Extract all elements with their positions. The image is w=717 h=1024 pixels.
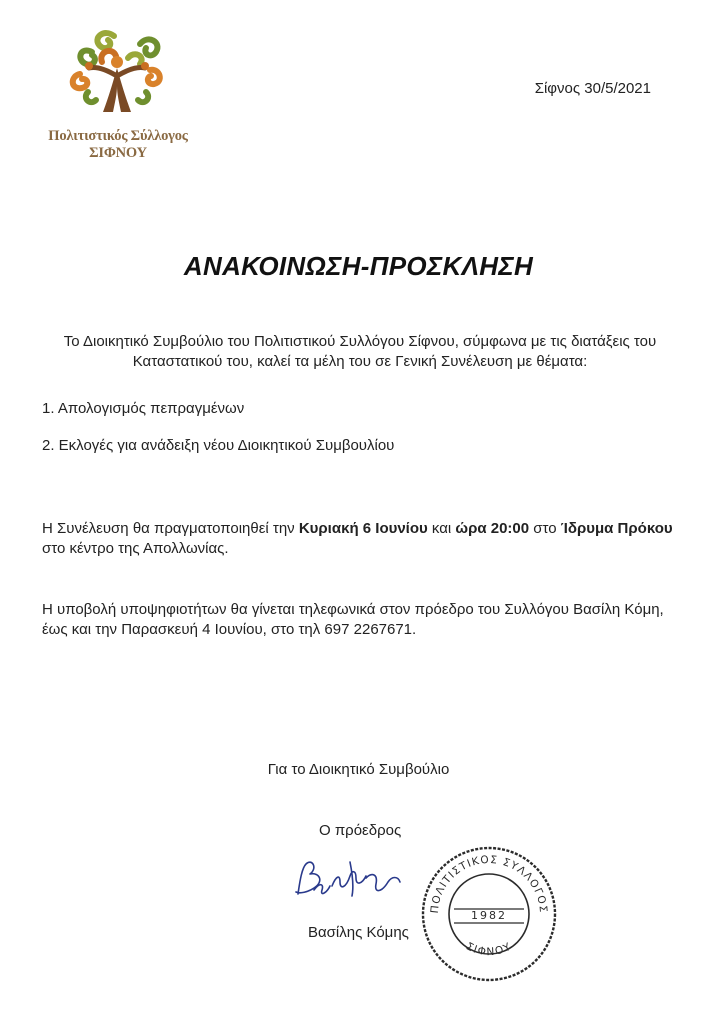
meeting-text: Η Συνέλευση θα πραγματοποιηθεί την bbox=[42, 520, 299, 537]
meeting-time: ώρα 20:00 bbox=[455, 520, 530, 537]
agenda-item: 2. Εκλογές για ανάδειξη νέου Διοικητικού Συμβουλίου bbox=[42, 437, 395, 454]
president-name: Βασίλης Κόμης bbox=[308, 924, 409, 941]
meeting-venue: Ίδρυμα Πρόκου bbox=[560, 520, 673, 537]
meeting-paragraph bbox=[42, 519, 682, 559]
logo-text bbox=[28, 128, 208, 162]
stamp-top-text: ΠΟΛΙΤΙΣΤΙΚΟΣ ΣΥΛΛΟΓΟΣ bbox=[428, 853, 550, 914]
document-date: Σίφνος 30/5/2021 bbox=[534, 80, 651, 97]
logo-line-1: Πολιτιστικός Σύλλογος bbox=[48, 128, 188, 144]
stamp-year: 1982 bbox=[471, 909, 507, 922]
handwritten-signature bbox=[290, 850, 430, 910]
tree-logo-icon bbox=[62, 22, 172, 126]
candidacy-paragraph: Η υποβολή υποψηφιοτήτων θα γίνεται τηλεφωνικά στον πρόεδρο του Συλλόγου Βασίλη Κόμη, έως και την Παρασκευή 4 Ιουνίου, στο τηλ 697 2267671. bbox=[42, 601, 664, 638]
board-signoff: Για το Διοικητικό Συμβούλιο bbox=[267, 761, 450, 778]
svg-text:ΣΙΦΝΟΥ bbox=[464, 940, 514, 958]
association-stamp bbox=[418, 843, 560, 985]
intro-paragraph: Το Διοικητικό Συμβούλιο του Πολιτιστικού Συλλόγου Σίφνου, σύμφωνα με τις διατάξεις του Καταστατικού του, καλεί τα μέλη του σε Γενική Συνέλευση με θέματα: bbox=[63, 333, 657, 370]
association-logo bbox=[28, 22, 228, 172]
meeting-text: και bbox=[427, 520, 456, 537]
president-role: Ο πρόεδρος bbox=[319, 822, 402, 839]
meeting-text: στο κέντρο της Απολλωνίας. bbox=[42, 540, 229, 557]
agenda-item: 1. Απολογισμός πεπραγμένων bbox=[42, 400, 245, 417]
stamp-bottom-text: ΣΙΦΝΟΥ bbox=[464, 940, 514, 959]
document-title: ΑΝΑΚΟΙΝΩΣΗ-ΠΡΟΣΚΛΗΣΗ bbox=[183, 251, 534, 281]
logo-line-2: ΣΙΦΝΟΥ bbox=[89, 145, 147, 161]
meeting-text: στο bbox=[529, 520, 561, 537]
meeting-day: Κυριακή 6 Ιουνίου bbox=[298, 520, 428, 537]
